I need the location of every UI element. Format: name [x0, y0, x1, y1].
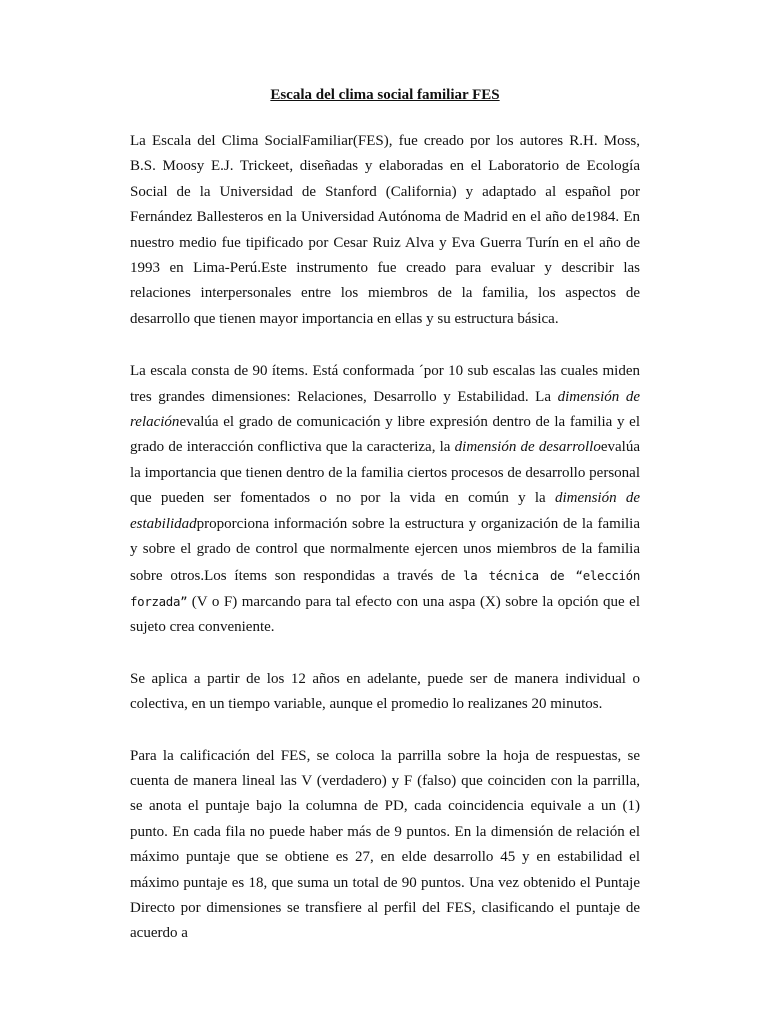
- italic-term-stability: dimensión de estabilidad: [130, 490, 640, 532]
- document-title: Escala del clima social familiar FES: [270, 87, 500, 103]
- italic-term-relation: dimensión de relación: [130, 388, 641, 431]
- paragraph-application: Se aplica a partir de los 12 años en adelante, puede ser de manera individual o colectiva, en un tiempo variable, aunque el promedio lo realizanes 20 minutos.: [130, 670, 640, 713]
- text-run: evalúa la importancia que tienen dentro de la familia ciertos procesos de desarrollo personal que pueden ser fomentados o no por la vida en común y la: [130, 439, 640, 507]
- text-run: (V o F) marcando para tal efecto con una aspa (X) sobre la opción que el sujeto crea conveniente.: [130, 593, 640, 636]
- paragraph-scale-description: [130, 359, 640, 640]
- paragraph-introduction: La Escala del Clima SocialFamiliar(FES), fue creado por los autores R.H. Moss, B.S. Moosy E.J. Trickeet, diseñadas y elaboradas en el Laboratorio de Ecología Social de la Universidad de Stanford (California) y adaptado al español por Fernández Ballesteros en la Universidad Autónoma de Madrid en el año de1984. En nuestro medio fue tipificado por Cesar Ruiz Alva y Eva Guerra Turín en el año de 1993 en Lima-Perú.Este instrumento fue creado para evaluar y describir las relaciones interpersonales entre los miembros de la familia, los aspectos de desarrollo que tienen mayor importancia en ellas y su estructura básica.: [130, 133, 640, 327]
- text-run: La escala consta de 90 ítems. Está conformada ´por 10 sub escalas las cuales miden tres grandes dimensiones: Relaciones, Desarrollo y Estabilidad. La: [130, 363, 640, 405]
- text-run: proporciona información sobre la estructura y organización de la familia y sobre el grado de control que normalmente ejercen unos miembros de la familia sobre otros.Los ítems son respondidas a través de: [130, 515, 640, 584]
- text-run: evalúa el grado de comunicación y libre expresión dentro de la familia y el grado de interacción conflictiva que la caracteriza, la: [130, 414, 640, 456]
- paragraph-scoring: Para la calificación del FES, se coloca la parrilla sobre la hoja de respuestas, se cuenta de manera lineal las V (verdadero) y F (falso) que coinciden con la parrilla, se anota el puntaje bajo la columna de PD, cada coincidencia equivale a un (1) punto. En cada fila no puede haber más de 9 puntos. En la dimensión de relación el máximo puntaje que se obtiene es 27, en elde desarrollo 45 y en estabilidad el máximo puntaje es 18, que suma un total de 90 puntos. Una vez obtenido el Puntaje Directo por dimensiones se transfiere al perfil del FES, clasificando el puntaje de acuerdo a: [130, 747, 640, 942]
- forced-choice-phrase: la técnica de “elección forzada”: [130, 567, 640, 609]
- italic-term-development: dimensión de desarrollo: [454, 439, 601, 456]
